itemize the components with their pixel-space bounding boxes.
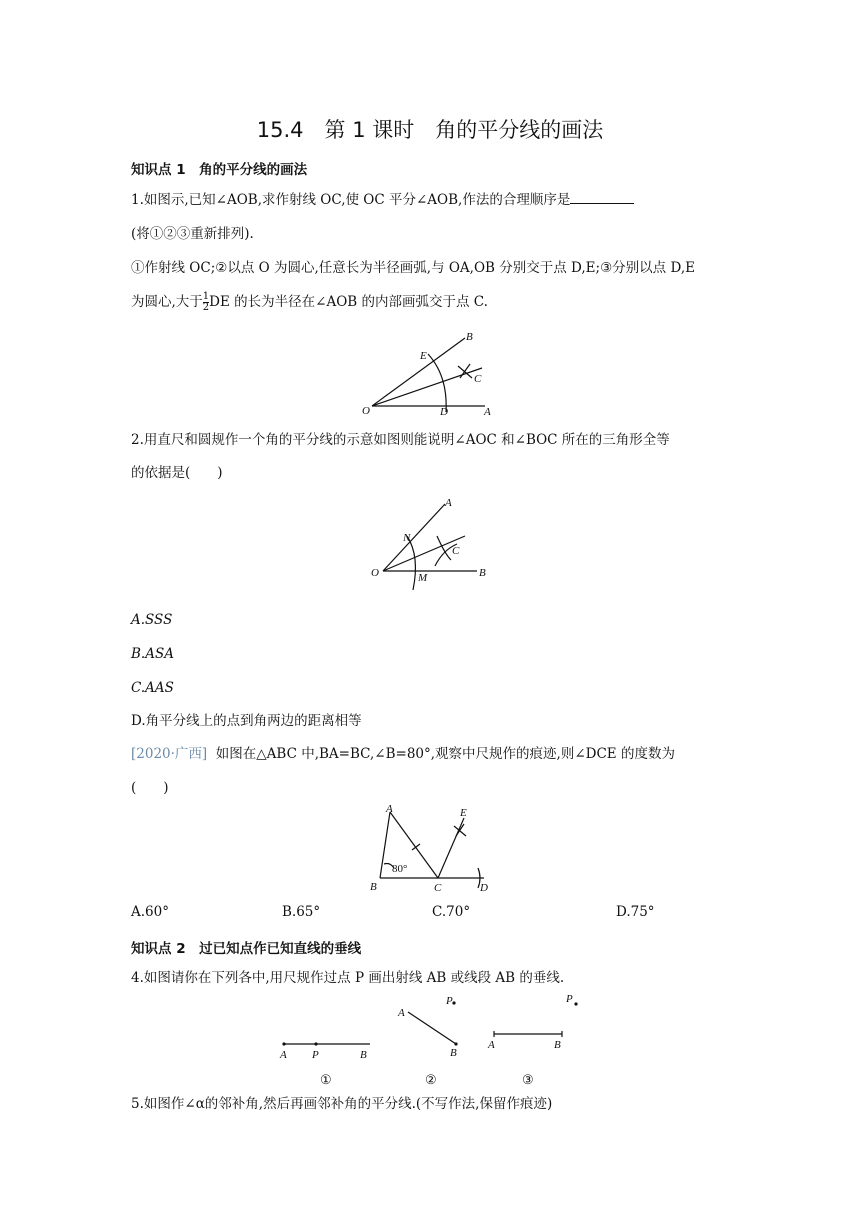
q3-figure: [360, 802, 500, 894]
q3-option-c[interactable]: C.70°: [432, 904, 471, 920]
q2-line2: 的依据是( ): [131, 465, 223, 481]
point-p: [314, 1042, 317, 1045]
q3-line1: 如图在△ABC 中,BA=BC,∠B=80°,观察中尺规作的痕迹,则∠DCE 的度数为: [215, 746, 675, 762]
q3-option-a[interactable]: A.60°: [131, 904, 169, 920]
fig1-label-p: P: [312, 1049, 319, 1061]
point-p: [574, 1002, 577, 1005]
point-a: [282, 1042, 285, 1045]
q1-figure: [360, 326, 510, 418]
fig3-number: ③: [522, 1072, 534, 1087]
label-a: A: [386, 803, 393, 815]
label-b: B: [479, 567, 486, 579]
fig3-label-a: A: [488, 1039, 495, 1051]
side-ba: [380, 812, 390, 878]
fig1-label-b: B: [360, 1049, 367, 1061]
q4-line1: 4.如图请你在下列各中,用尺规作过点 P 画出射线 AB 或线段 AB 的垂线.: [131, 970, 565, 986]
label-c: C: [474, 373, 482, 385]
page-title: 15.4 第 1 课时 角的平分线的画法: [256, 118, 604, 142]
q2-option-b[interactable]: B.ASA: [131, 646, 174, 662]
fig1-label-a: A: [280, 1049, 287, 1061]
ray-oa: [383, 504, 445, 571]
q2-line1: 2.用直尺和圆规作一个角的平分线的示意如图则能说明∠AOC 和∠BOC 所在的三角形全等: [131, 432, 670, 448]
q1-line4-a: 为圆心,大于: [131, 294, 203, 310]
fig2-label-b: B: [450, 1047, 457, 1059]
label-n: N: [403, 532, 411, 544]
q4-figure-2: [397, 995, 458, 1087]
label-c: C: [434, 882, 442, 894]
label-c: C: [452, 545, 460, 557]
fig2-number: ②: [425, 1072, 437, 1087]
label-b: B: [466, 331, 473, 343]
q3-stem: [131, 744, 675, 764]
label-d: D: [440, 406, 448, 418]
fig2-label-p: P: [446, 995, 453, 1007]
label-a: A: [484, 406, 491, 418]
ray-oc: [372, 368, 482, 406]
q1-line3: ①作射线 OC;②以点 O 为圆心,任意长为半径画弧,与 OA,OB 分别交于点 D,E;③分别以点 D,E: [131, 260, 695, 276]
q3-line2: ( ): [131, 780, 169, 796]
label-o: O: [371, 567, 379, 579]
section-heading-2: 知识点 2 过已知点作已知直线的垂线: [131, 941, 362, 957]
label-angle-80: 80°: [392, 863, 408, 875]
q2-figure: [365, 494, 505, 594]
q3-source: [2020·广西]: [131, 746, 208, 762]
q3-option-d[interactable]: D.75°: [616, 904, 655, 920]
ray-ob: [372, 338, 465, 406]
q4-figures: [270, 988, 590, 1088]
label-b: B: [370, 881, 377, 893]
label-e: E: [460, 807, 467, 819]
fraction-numerator: 1: [202, 291, 210, 302]
q4-figure-3: [487, 993, 578, 1087]
q1-line2: (将①②③重新排列).: [131, 226, 254, 242]
label-d: D: [480, 882, 488, 894]
fraction-denominator: 2: [202, 302, 210, 313]
q2-option-c[interactable]: C.AAS: [131, 680, 174, 696]
q1-answer-blank[interactable]: [570, 191, 634, 204]
segment-ab: [408, 1012, 456, 1044]
ray-ce: [438, 818, 464, 878]
label-e: E: [420, 350, 427, 362]
label-a: A: [445, 497, 452, 509]
fig2-label-a: A: [398, 1007, 405, 1019]
q5-line1: 5.如图作∠α的邻补角,然后再画邻补角的平分线.(不写作法,保留作痕迹): [131, 1096, 553, 1112]
label-o: O: [362, 405, 370, 417]
q2-option-d[interactable]: D.角平分线上的点到角两边的距离相等: [131, 713, 362, 729]
q3-option-b[interactable]: B.65°: [282, 904, 321, 920]
label-m: M: [418, 572, 428, 584]
section-heading-1: 知识点 1 角的平分线的画法: [131, 162, 308, 178]
q1-line1: 1.如图示,已知∠AOB,求作射线 OC,使 OC 平分∠AOB,作法的合理顺序是: [131, 192, 571, 208]
q1-line4-b: DE 的长为半径在∠AOB 的内部画弧交于点 C.: [209, 294, 488, 310]
q4-figure-1: [279, 1042, 370, 1087]
fig3-label-p: P: [566, 993, 573, 1005]
point-b: [454, 1042, 457, 1045]
fig1-number: ①: [320, 1072, 332, 1087]
point-p: [452, 1001, 455, 1004]
q2-option-a[interactable]: A.SSS: [131, 612, 173, 628]
fig3-label-b: B: [554, 1039, 561, 1051]
q1-stem: [131, 190, 634, 210]
q1-line4: [131, 292, 488, 313]
arc-mark-c2: [460, 364, 470, 378]
